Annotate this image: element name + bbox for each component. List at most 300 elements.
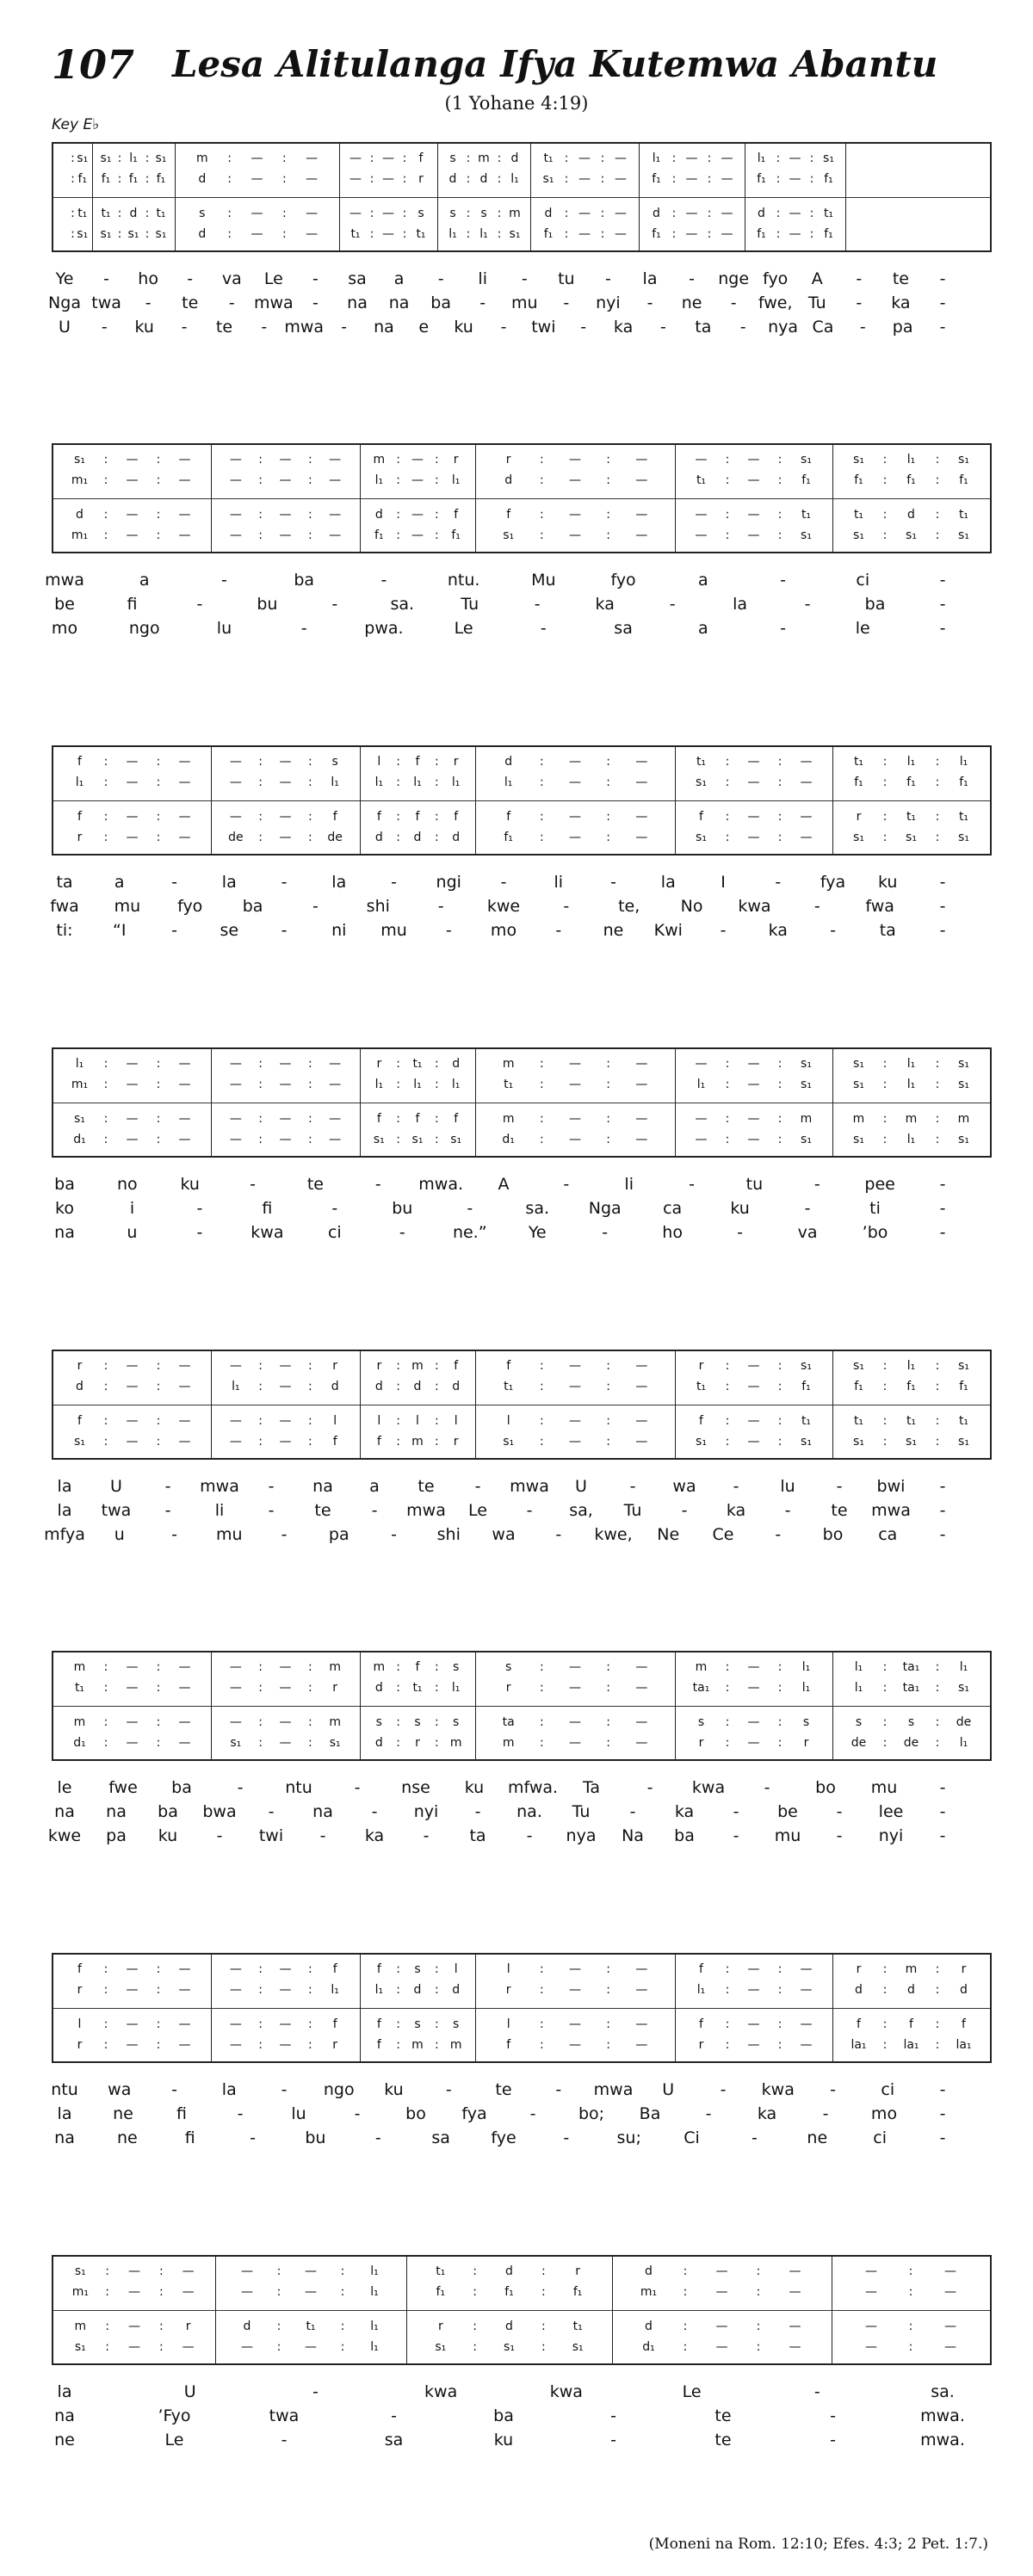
hyphen: -	[354, 1778, 361, 1797]
solfa-note: —	[800, 1983, 813, 1997]
lyric-syllable: Le	[263, 269, 283, 288]
lyric-syllable: kwe	[47, 1826, 82, 1845]
beat-separator: :	[671, 172, 677, 186]
lyric-syllable: na	[54, 1802, 75, 1821]
solfa-note: f	[506, 508, 511, 522]
solfa-note: —	[685, 227, 698, 241]
solfa-note: —	[747, 1736, 760, 1750]
beat-separator: :	[156, 1736, 161, 1750]
beat-separator: :	[402, 207, 407, 220]
solfa-note: d	[413, 1380, 422, 1393]
beat-separator: :	[725, 755, 730, 769]
beat-separator: :	[156, 755, 161, 769]
hyphen: -	[629, 1802, 636, 1821]
beat-separator: :	[725, 1359, 730, 1373]
hyphen: -	[237, 2104, 244, 2123]
beat-separator: :	[103, 2017, 108, 2031]
solfa-note: —	[251, 172, 263, 186]
solfa-note: l	[377, 755, 381, 769]
solfa-note: l	[333, 1414, 337, 1428]
lyric-syllable: fwe	[108, 1778, 138, 1797]
beat-separator: :	[539, 528, 544, 542]
solfa-note: —	[126, 775, 139, 789]
beat-separator: :	[756, 2320, 761, 2333]
solfa-note: —	[126, 508, 139, 522]
lyric-syllable: mwa	[593, 2080, 634, 2099]
lyric-syllable: ho	[138, 269, 158, 288]
lyric-syllable: fi	[184, 2128, 195, 2147]
solfa-note: —	[126, 1414, 139, 1428]
solfa-note: s₁	[801, 528, 812, 542]
beat-separator: :	[908, 2264, 913, 2278]
beat-separator: :	[396, 528, 401, 542]
beat-separator: :	[258, 2038, 263, 2052]
music-system	[52, 1651, 992, 1761]
hyphen: -	[836, 1802, 843, 1821]
solfa-note: s₁	[958, 528, 969, 542]
beat-separator: :	[434, 1681, 439, 1695]
hyphen: -	[479, 293, 486, 312]
beat-separator: :	[539, 1359, 544, 1373]
lyric-syllable: mwa	[510, 1477, 549, 1496]
lyric-syllable: ka	[595, 595, 615, 614]
beat-separator: :	[809, 151, 814, 165]
lyric-syllable: mu	[870, 1778, 898, 1797]
lyric-syllable: ne	[603, 921, 624, 940]
beat-separator: :	[882, 1133, 888, 1146]
solfa-note: —	[229, 2017, 242, 2031]
solfa-note: —	[865, 2320, 877, 2333]
music-system	[52, 745, 992, 856]
beat-separator: :	[307, 1715, 312, 1729]
lyric-syllable: lee	[878, 1802, 904, 1821]
beat-separator: :	[396, 1736, 401, 1750]
beat-separator: :	[882, 453, 888, 466]
lyric-syllable: mwa	[406, 1501, 446, 1520]
part-divider	[53, 2310, 990, 2311]
solfa-note: l₁	[75, 1057, 84, 1071]
beat-separator: :	[276, 2340, 281, 2354]
beat-separator: :	[683, 2320, 688, 2333]
solfa-note: —	[800, 810, 813, 824]
solfa-note: s₁	[509, 227, 521, 241]
lyric-syllable: ca	[663, 1199, 683, 1218]
solfa-note: f₁	[906, 775, 916, 789]
hyphen: -	[780, 571, 786, 590]
solfa-note: s₁	[958, 1057, 969, 1071]
lyric-syllable: nya	[768, 318, 798, 337]
lyric-syllable: ntu	[285, 1778, 312, 1797]
solfa-note: —	[229, 1681, 242, 1695]
lyric-syllable: mwa.	[920, 2406, 965, 2425]
hyphen: -	[391, 1525, 397, 1544]
solfa-note: l₁	[374, 1078, 384, 1091]
solfa-note: r	[332, 1681, 338, 1695]
solfa-note: m₁	[71, 528, 89, 542]
lyric-syllable: wa	[108, 2080, 132, 2099]
lyric-syllable: Ca	[812, 318, 834, 337]
lyric-syllable: twa	[91, 293, 121, 312]
lyric-syllable: na	[312, 1802, 333, 1821]
solfa-note: s₁	[329, 1736, 341, 1750]
beat-separator: :	[935, 1660, 940, 1674]
solfa-note: —	[635, 2017, 648, 2031]
beat-separator: :	[466, 207, 471, 220]
solfa-note: d	[129, 207, 138, 220]
solfa-note: —	[126, 2017, 139, 2031]
lyric-syllable: Tu	[572, 1802, 591, 1821]
lyric-syllable: Le	[468, 1501, 487, 1520]
beat-separator: :	[156, 528, 161, 542]
solfa-note: —	[747, 2017, 760, 2031]
hyphen: -	[859, 318, 866, 337]
beat-separator: :	[156, 508, 161, 522]
note-row	[53, 2338, 990, 2357]
solfa-note: f	[415, 1112, 420, 1126]
beat-separator: :	[606, 755, 611, 769]
beat-separator: :	[340, 2340, 345, 2354]
hyphen: -	[216, 1826, 223, 1845]
lyric-syllable: ca	[878, 1525, 898, 1544]
solfa-note: —	[695, 1112, 708, 1126]
beat-separator: :	[777, 473, 782, 487]
solfa-note: l₁	[451, 1681, 461, 1695]
hyphen: -	[563, 2128, 570, 2147]
solfa-note: f₁	[854, 1380, 863, 1393]
solfa-note: f₁	[652, 172, 661, 186]
solfa-note: s₁	[801, 453, 812, 466]
hyphen: -	[391, 873, 397, 892]
solfa-note: d	[413, 831, 422, 844]
solfa-note: f	[77, 1962, 82, 1976]
hyphen: -	[813, 897, 820, 916]
lyric-syllable: Ce	[712, 1525, 734, 1544]
hyphen: -	[939, 595, 946, 614]
beat-separator: :	[258, 1380, 263, 1393]
solfa-note: m	[800, 1112, 813, 1126]
lyric-syllable: ka	[891, 293, 911, 312]
beat-separator: :	[539, 508, 544, 522]
solfa-note: —	[747, 1983, 760, 1997]
solfa-note: —	[747, 1660, 760, 1674]
beat-separator: :	[606, 1435, 611, 1449]
beat-separator: :	[402, 151, 407, 165]
beat-separator: :	[396, 1660, 401, 1674]
solfa-note: f	[418, 151, 424, 165]
solfa-note: d	[645, 2264, 653, 2278]
lyric-syllable: Tu	[623, 1501, 642, 1520]
beat-separator: :	[156, 1715, 161, 1729]
hyphen: -	[221, 571, 227, 590]
solfa-note: f₁	[824, 227, 833, 241]
beat-separator: :	[434, 1736, 439, 1750]
solfa-note: —	[715, 2320, 728, 2333]
solfa-note: —	[635, 1112, 648, 1126]
lyric-syllable: be	[777, 1802, 798, 1821]
beat-separator: :	[777, 1962, 782, 1976]
solfa-note: —	[241, 2285, 253, 2299]
lyric-syllable: fya	[820, 873, 846, 892]
hyphen: -	[331, 1199, 338, 1218]
solfa-note: d	[505, 2264, 513, 2278]
beat-separator: :	[307, 473, 312, 487]
solfa-note: —	[635, 453, 648, 466]
solfa-note: d	[198, 227, 207, 241]
lyric-syllable: ba	[171, 1778, 192, 1797]
solfa-note: s₁	[77, 227, 89, 241]
solfa-note: —	[178, 1983, 191, 1997]
solfa-note: —	[229, 1983, 242, 1997]
beat-separator: :	[777, 775, 782, 789]
solfa-note: d	[331, 1380, 339, 1393]
note-row	[53, 1377, 990, 1396]
solfa-note: —	[128, 2264, 140, 2278]
solfa-note: —	[569, 755, 581, 769]
beat-separator: :	[307, 1983, 312, 1997]
solfa-note: —	[349, 207, 362, 220]
solfa-note: r	[376, 1057, 382, 1071]
lyric-syllable: e	[418, 318, 430, 337]
part-divider	[53, 800, 990, 801]
lyric-syllable: nya	[566, 1826, 597, 1845]
beat-separator: :	[402, 172, 407, 186]
hymn-number: 107	[52, 41, 135, 88]
beat-separator: :	[276, 2285, 281, 2299]
beat-separator: :	[258, 1414, 263, 1428]
beat-separator: :	[725, 1414, 730, 1428]
solfa-note: —	[126, 1715, 139, 1729]
solfa-note: —	[229, 508, 242, 522]
note-row	[53, 2283, 990, 2301]
beat-separator: :	[105, 2264, 110, 2278]
solfa-note: f₁	[543, 227, 554, 241]
beat-separator: :	[103, 1133, 108, 1146]
beat-separator: :	[539, 1380, 544, 1393]
solfa-note: —	[306, 172, 319, 186]
solfa-note: —	[789, 2340, 801, 2354]
hyphen: -	[939, 1501, 946, 1520]
beat-separator: :	[539, 1715, 544, 1729]
hyphen: -	[237, 1778, 244, 1797]
solfa-note: t₁	[906, 810, 917, 824]
solfa-note: m	[329, 1715, 341, 1729]
solfa-note: s	[480, 207, 487, 220]
beat-separator: :	[258, 473, 263, 487]
beat-separator: :	[103, 1660, 108, 1674]
beat-separator: :	[434, 775, 439, 789]
solfa-note: —	[695, 508, 708, 522]
solfa-note: s₁	[74, 2264, 86, 2278]
solfa-note: —	[569, 1660, 581, 1674]
lyric-syllable: Ta	[582, 1778, 601, 1797]
solfa-note: s₁	[572, 2340, 584, 2354]
beat-separator: :	[882, 473, 888, 487]
solfa-note: d₁	[502, 1133, 515, 1146]
solfa-note: —	[944, 2320, 956, 2333]
beat-separator: :	[103, 775, 108, 789]
beat-separator: :	[671, 207, 677, 220]
lyric-syllable: te	[714, 2431, 732, 2449]
lyric-syllable: na	[106, 1802, 127, 1821]
solfa-note: r	[77, 2038, 83, 2052]
beat-separator: :	[606, 1380, 611, 1393]
solfa-note: l₁	[906, 1078, 916, 1091]
lyric-syllable: kwa	[549, 2382, 583, 2401]
beat-separator: :	[145, 151, 150, 165]
beat-separator: :	[725, 810, 730, 824]
solfa-note: l₁	[413, 1078, 422, 1091]
solfa-note: l₁	[479, 227, 488, 241]
hyphen: -	[804, 1199, 811, 1218]
hyphen: -	[268, 1802, 275, 1821]
lyric-syllable: bo;	[578, 2104, 605, 2123]
key-signature: Key E♭	[52, 116, 100, 133]
solfa-note: l₁	[854, 1681, 863, 1695]
lyric-syllable: ho	[662, 1223, 683, 1242]
beat-separator: :	[935, 528, 940, 542]
footer-references: (Moneni na Rom. 12:10; Efes. 4:3; 2 Pet. 1:7.)	[648, 2536, 988, 2553]
beat-separator: :	[539, 1962, 544, 1976]
lyric-syllable: pa	[106, 1826, 127, 1845]
solfa-note: t₁	[543, 151, 554, 165]
solfa-note: d	[505, 2320, 513, 2333]
beat-separator: :	[882, 1435, 888, 1449]
solfa-note: —	[865, 2340, 877, 2354]
lyric-line	[0, 1220, 1033, 1245]
solfa-note: m₁	[640, 2285, 658, 2299]
solfa-note: m	[329, 1660, 341, 1674]
solfa-note: s	[802, 1715, 810, 1729]
lyric-syllable: a	[393, 269, 405, 288]
lyric-syllable: Tu	[461, 595, 479, 614]
lyric-syllable: No	[680, 897, 703, 916]
lyric-line	[0, 616, 1033, 640]
solfa-note: —	[229, 1133, 242, 1146]
lyric-syllable: va	[221, 269, 242, 288]
solfa-note: —	[747, 2038, 760, 2052]
beat-separator: :	[434, 831, 439, 844]
solfa-note: l₁	[129, 151, 138, 165]
solfa-note: r	[505, 453, 511, 466]
lyric-syllable: Tu	[807, 293, 826, 312]
solfa-note: l₁	[854, 1660, 863, 1674]
beat-separator: :	[600, 227, 605, 241]
beat-separator: :	[497, 207, 502, 220]
beat-separator: :	[156, 810, 161, 824]
solfa-note: —	[747, 831, 760, 844]
lyric-syllable: mfya	[44, 1525, 85, 1544]
beat-separator: :	[776, 227, 781, 241]
lyric-syllable: la	[331, 873, 347, 892]
hyphen: -	[145, 293, 152, 312]
hyphen: -	[681, 1501, 688, 1520]
solfa-note: —	[126, 810, 139, 824]
beat-separator: :	[276, 2320, 281, 2333]
lyric-syllable: ci	[873, 2128, 888, 2147]
hyphen: -	[610, 2431, 616, 2449]
hyphen: -	[939, 921, 946, 940]
note-row	[53, 752, 990, 771]
solfa-note: r	[698, 1359, 704, 1373]
scripture-reference: (1 Yohane 4:19)	[444, 93, 589, 114]
hyphen: -	[705, 2104, 712, 2123]
lyric-syllable: ne	[113, 2104, 133, 2123]
solfa-note: s₁	[155, 151, 167, 165]
beat-separator: :	[156, 1983, 161, 1997]
solfa-note: f	[699, 1414, 703, 1428]
lyric-syllable: fi	[262, 1199, 273, 1218]
beat-separator: :	[71, 172, 75, 186]
hyphen: -	[689, 269, 695, 288]
beat-separator: :	[258, 453, 263, 466]
beat-separator: :	[539, 755, 544, 769]
solfa-note: —	[635, 831, 648, 844]
beat-separator: :	[117, 227, 122, 241]
beat-separator: :	[882, 1078, 888, 1091]
note-row	[53, 170, 990, 188]
solfa-note: —	[569, 831, 581, 844]
solfa-note: f	[332, 1962, 337, 1976]
beat-separator: :	[396, 453, 401, 466]
solfa-note: s₁	[958, 1133, 969, 1146]
solfa-note: f	[376, 1962, 381, 1976]
solfa-note: —	[635, 1414, 648, 1428]
solfa-note: —	[411, 528, 424, 542]
lyric-syllable: “I	[113, 921, 127, 940]
beat-separator: :	[776, 207, 781, 220]
solfa-note: —	[229, 810, 242, 824]
solfa-note: ta	[502, 1715, 515, 1729]
note-row	[53, 807, 990, 826]
solfa-note: —	[279, 1112, 292, 1126]
beat-separator: :	[103, 1435, 108, 1449]
lyric-syllable: shi	[366, 897, 390, 916]
beat-separator: :	[935, 1983, 940, 1997]
solfa-note: d	[374, 831, 383, 844]
beat-separator: :	[281, 151, 287, 165]
solfa-note: —	[747, 1380, 760, 1393]
beat-separator: :	[396, 1057, 401, 1071]
beat-separator: :	[434, 1414, 439, 1428]
solfa-note: s₁	[450, 1133, 462, 1146]
beat-separator: :	[935, 810, 940, 824]
lyric-syllable: u	[114, 1525, 125, 1544]
lyric-syllable: ku	[464, 1778, 485, 1797]
lyric-syllable: mo	[490, 921, 517, 940]
lyric-line	[0, 291, 1033, 315]
music-system	[52, 1350, 992, 1460]
beat-separator: :	[882, 775, 888, 789]
solfa-note: —	[279, 508, 292, 522]
solfa-note: —	[569, 1057, 581, 1071]
solfa-note: —	[178, 810, 191, 824]
solfa-note: —	[306, 227, 319, 241]
beat-separator: :	[600, 172, 605, 186]
lyric-syllable: sa,	[569, 1501, 593, 1520]
solfa-note: s₁	[853, 1078, 864, 1091]
beat-separator: :	[258, 1359, 263, 1373]
lyric-syllable: ka	[768, 921, 788, 940]
solfa-note: —	[747, 1435, 760, 1449]
solfa-note: m	[411, 1435, 424, 1449]
lyric-syllable: i	[129, 1199, 135, 1218]
solfa-note: f	[376, 1112, 381, 1126]
beat-separator: :	[777, 528, 782, 542]
solfa-note: t₁	[696, 755, 707, 769]
solfa-note: s₁	[801, 1359, 812, 1373]
solfa-note: l₁	[370, 2264, 379, 2278]
solfa-note: —	[182, 2340, 195, 2354]
